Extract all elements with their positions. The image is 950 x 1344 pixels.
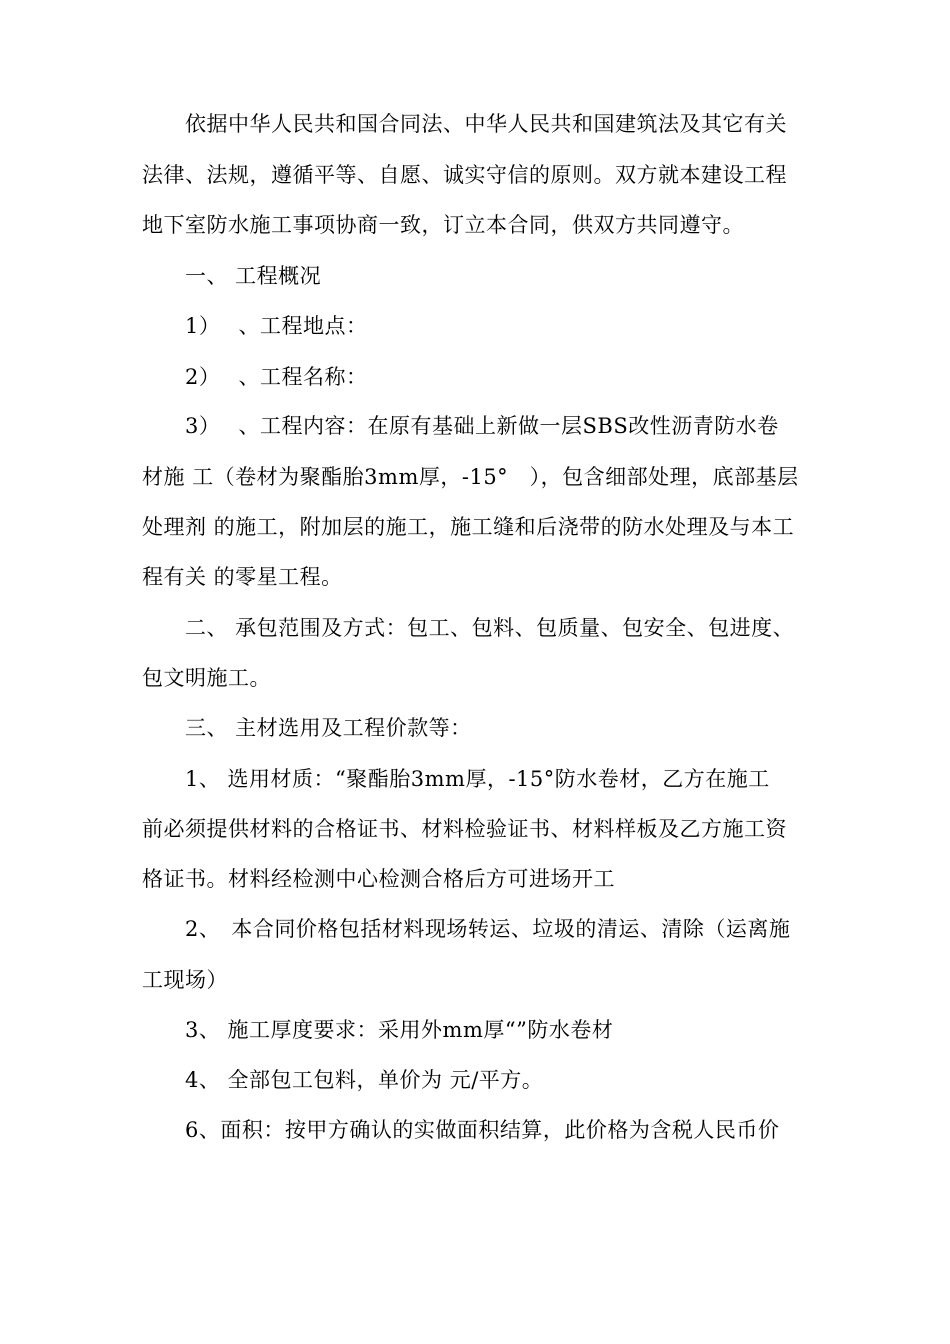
item-project-content-line-2: 材施 工（卷材为聚酯胎3mm厚，-15° ），包含细部处理，底部基层 <box>142 465 799 489</box>
clause-2-line-1: 2、 本合同价格包括材料现场转运、垃圾的清运、清除（运离施 <box>142 917 791 941</box>
section-heading-contract-scope-line-1: 二、 承包范围及方式：包工、包料、包质量、包安全、包进度、 <box>142 616 795 640</box>
item-project-content-line-3: 处理剂 的施工，附加层的施工，施工缝和后浇带的防水处理及与本工 <box>142 515 795 539</box>
section-heading-materials-price: 三、 主材选用及工程价款等： <box>142 716 472 740</box>
clause-2-line-2: 工现场） <box>142 968 228 992</box>
item-project-location: 1） 、工程地点： <box>142 314 368 338</box>
clause-1-line-1: 1、 选用材质：“聚酯胎3mm厚，-15°防水卷材，乙方在施工 <box>142 767 770 791</box>
item-project-content-line-4: 程有关 的零星工程。 <box>142 565 343 589</box>
section-heading-contract-scope-line-2: 包文明施工。 <box>142 666 271 690</box>
clause-1-line-3: 格证书。材料经检测中心检测合格后方可进场开工 <box>142 867 615 891</box>
clause-6-line-1: 6、面积：按甲方确认的实做面积结算，此价格为含税人民币价 <box>142 1118 780 1142</box>
clause-3: 3、 施工厚度要求：采用外mm厚“”防水卷材 <box>142 1018 614 1042</box>
paragraph-intro-line-3: 地下室防水施工事项协商一致，订立本合同，供双方共同遵守。 <box>142 213 744 237</box>
item-project-name: 2） 、工程名称： <box>142 365 368 389</box>
paragraph-intro-line-1: 依据中华人民共和国合同法、中华人民共和国建筑法及其它有关 <box>142 112 787 136</box>
clause-1-line-2: 前必须提供材料的合格证书、材料检验证书、材料样板及乙方施工资 <box>142 817 787 841</box>
item-project-content-line-1: 3） 、工程内容：在原有基础上新做一层SBS改性沥青防水卷 <box>142 414 779 438</box>
section-heading-project-overview: 一、 工程概况 <box>142 264 322 288</box>
clause-4: 4、 全部包工包料，单价为 元/平方。 <box>142 1068 544 1092</box>
paragraph-intro-line-2: 法律、法规，遵循平等、自愿、诚实守信的原则。双方就本建设工程 <box>142 163 787 187</box>
